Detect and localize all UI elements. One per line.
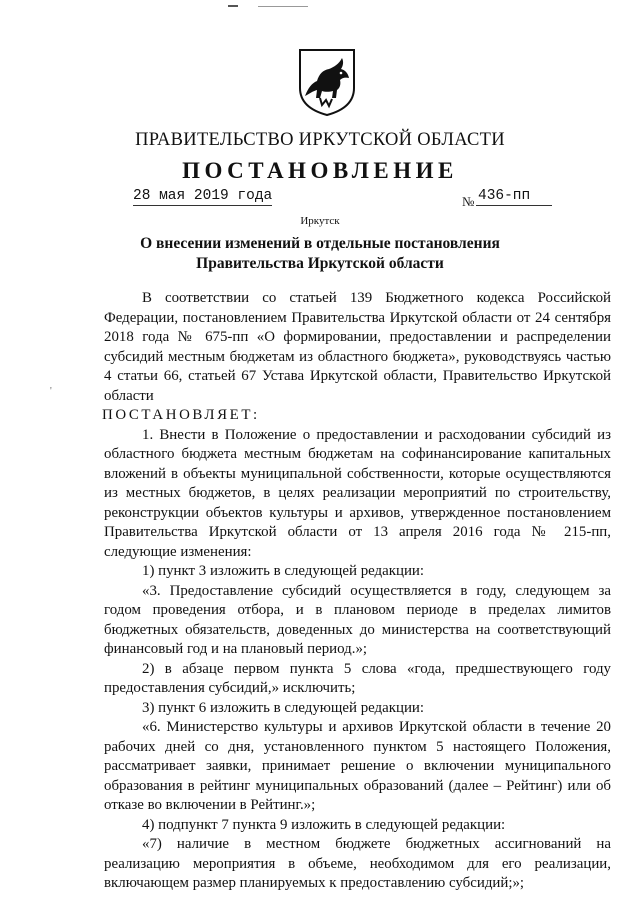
coat-of-arms-icon bbox=[298, 48, 356, 116]
document-body bbox=[104, 289, 611, 894]
number-sign: № bbox=[462, 194, 475, 209]
scan-mark bbox=[258, 6, 308, 7]
government-name: ПРАВИТЕЛЬСТВО ИРКУТСКОЙ ОБЛАСТИ bbox=[135, 130, 505, 150]
resolves-heading: ПОСТАНОВЛЯЕТ: bbox=[102, 407, 260, 423]
item-1: 1) пункт 3 изложить в следующей редакции: bbox=[142, 563, 425, 579]
item-4: 4) подпункт 7 пункта 9 изложить в следующей редакции: bbox=[142, 816, 506, 833]
item-4-text: «7) наличие в местном бюджете бюджетных ассигнований на реализацию мероприятия в объеме, необходимом для его реализации, включающем размер планируемых к предоставлению субсидий;»; bbox=[104, 836, 611, 891]
decree-date: 28 мая 2019 года bbox=[133, 188, 273, 204]
decree-number: 436-пп bbox=[476, 188, 552, 206]
margin-mark: ' bbox=[50, 386, 52, 397]
item-3: 3) пункт 6 изложить в следующей редакции: bbox=[142, 699, 425, 716]
document-title: О внесении изменений в отдельные постановления Правительства Иркутской области bbox=[140, 235, 500, 272]
paragraph-1: 1. Внести в Положение о предоставлении и расходовании субсидий из областного бюджета местным бюджетам на софинансирование капитальных вложений в объекты муниципальной собственности, которые осуществляются из местных бюджетов, в целях реализации мероприятий по строительству, реконструкции объектов культуры и архивов, утвержденное постановлением Правительства Иркутской области от 13 апреля 2016 года № 215-пп, следующие изменения: bbox=[104, 426, 611, 560]
preamble-paragraph: В соответствии со статьей 139 Бюджетного кодекса Российской Федерации, постановлением Правительства Иркутской области от 24 сентября 2018 года № 675-пп «О формировании, предоставлении и распределении субсидий местным бюджетам из областного бюджета», руководствуясь частью 4 статьи 66, статьей 67 Устава Иркутской области, Правительство Иркутской области bbox=[104, 290, 611, 404]
item-1-text: «3. Предоставление субсидий осуществляется в году, следующем за годом проведения отбора, и в плановом периоде в пределах лимитов бюджетных обязательств, доведенных до министерства на соответствующий финансовый год и на плановый период.»; bbox=[104, 582, 611, 657]
item-2: 2) в абзаце первом пункта 5 слова «года, предшествующего году предоставления субсидий,» исключить; bbox=[104, 660, 611, 696]
city: Иркутск bbox=[300, 215, 340, 227]
document-type: ПОСТАНОВЛЕНИЕ bbox=[182, 158, 458, 183]
scan-mark bbox=[228, 5, 238, 7]
item-3-text: «6. Министерство культуры и архивов Иркутской области в течение 20 рабочих дней со дня, установленного пунктом 5 настоящего Положения, рассматривает заявки, принимает решение о включении муниципального образования в рейтинг муниципальных образований (далее – Рейтинг) или об отказе во включении в Рейтинг.»; bbox=[104, 719, 611, 813]
